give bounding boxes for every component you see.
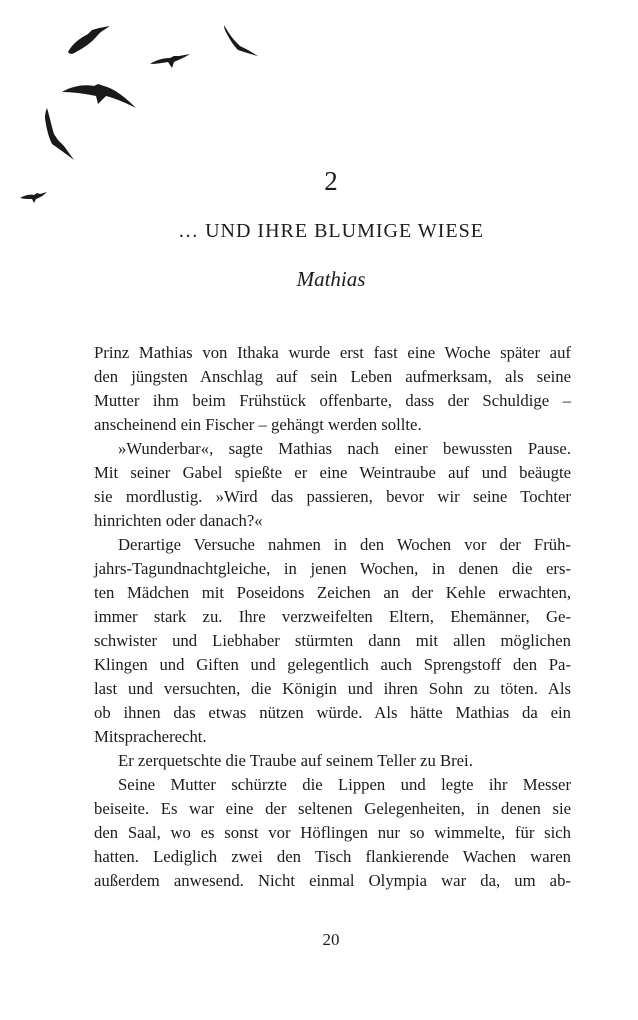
text-line: schwister und Liebhaber stürmten dann mit allen möglichen <box>94 631 571 650</box>
text-line: Prinz Mathias von Ithaka wurde erst fast eine Woche später auf <box>94 343 571 362</box>
text-line: beiseite. Es war eine der seltenen Gelegenheiten, in denen sie <box>94 799 571 818</box>
text-line: »Wunderbar«, sagte Mathias nach einer bewussten Pause. <box>118 439 571 458</box>
text-line: ten Mädchen mit Poseidons Zeichen an der Kehle erwachten, <box>94 583 571 602</box>
text-line: den jüngsten Anschlag auf sein Leben aufmerksam, als seine <box>94 367 571 386</box>
text-line: anscheinend ein Fischer – gehängt werden sollte. <box>94 415 422 434</box>
text-line: Mutter ihm beim Frühstück offenbarte, dass der Schuldige – <box>94 391 571 410</box>
text-line: hinrichten oder danach?« <box>94 511 263 530</box>
text-line: immer stark zu. Ihre verzweifelten Eltern, Ehemänner, Ge- <box>94 607 571 626</box>
text-line: den Saal, wo es sonst vor Höflingen nur so wimmelte, für sich <box>94 823 571 842</box>
bird-icon <box>45 108 74 160</box>
chapter-number: 2 <box>324 166 338 196</box>
chapter-title: … UND IHRE BLUMIGE WIESE <box>178 220 484 242</box>
pov-character: Mathias <box>296 267 366 291</box>
bird-icon <box>68 26 110 54</box>
text-line: sie mordlustig. »Wird das passieren, bevor wir seine Tochter <box>94 487 571 506</box>
text-line: Mit seiner Gabel spießte er eine Weintraube auf und beäugte <box>94 463 571 482</box>
text-line: Seine Mutter schürzte die Lippen und legte ihr Messer <box>118 775 571 794</box>
text-line: Derartige Versuche nahmen in den Wochen vor der Früh- <box>118 535 571 554</box>
text-line: Klingen und Giften und gelegentlich auch Sprengstoff den Pa- <box>94 655 571 674</box>
text-line: außerdem anwesend. Nicht einmal Olympia war da, um ab- <box>94 871 571 890</box>
text-line: jahrs-Tagundnachtgleiche, in jenen Wochen, in denen die ers- <box>94 559 571 578</box>
bird-icon <box>224 25 258 56</box>
text-line: ob ihnen das etwas nützen würde. Als hätte Mathias da ein <box>94 703 571 722</box>
text-line: last und versuchten, die Königin und ihren Sohn zu töten. Als <box>94 679 571 698</box>
page-number: 20 <box>322 930 340 949</box>
text-line: Mitspracherecht. <box>94 727 207 746</box>
bird-icon <box>62 84 136 108</box>
text-line: hatten. Lediglich zwei den Tisch flankierende Wachen waren <box>94 847 571 866</box>
body-text <box>94 341 571 893</box>
text-line: Er zerquetschte die Traube auf seinem Teller zu Brei. <box>118 751 473 770</box>
bird-icon <box>150 54 190 68</box>
